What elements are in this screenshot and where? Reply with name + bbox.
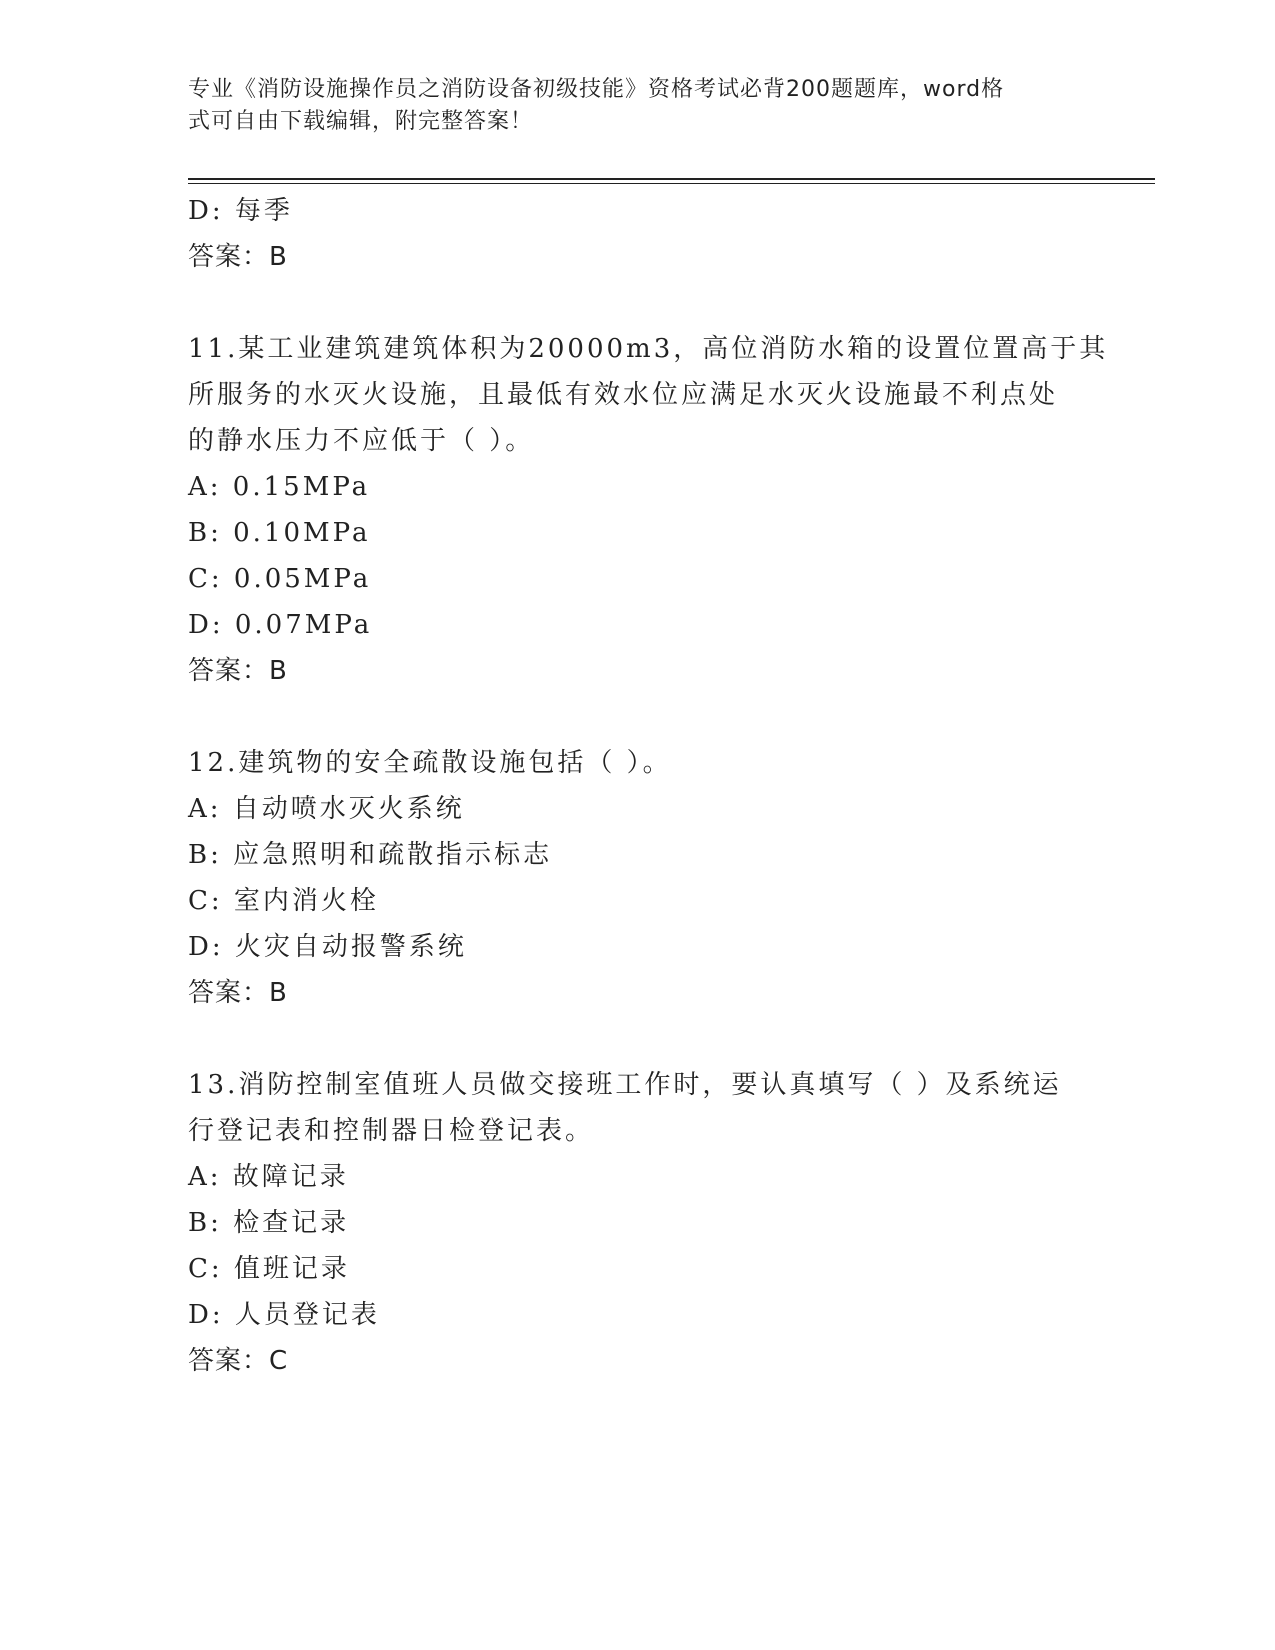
option-c: C: 0.05MPa <box>188 564 372 594</box>
option-b: B: 检查记录 <box>188 1208 350 1238</box>
option-b: B: 应急照明和疏散指示标志 <box>188 840 553 870</box>
question-12 <box>188 740 1088 1016</box>
question-stem-line: 11.某工业建筑建筑体积为20000m3，高位消防水箱的设置位置高于其 <box>188 334 1109 364</box>
option-d: D: 0.07MPa <box>188 610 373 640</box>
answer-line: 答案：B <box>188 978 288 1008</box>
answer-line: 答案：B <box>188 656 288 686</box>
spacer <box>188 280 1088 326</box>
option-d: D: 人员登记表 <box>188 1300 380 1330</box>
question-stem-line: 12.建筑物的安全疏散设施包括（ ）。 <box>188 748 672 778</box>
option-a: A: 0.15MPa <box>188 472 371 502</box>
header-divider-thin <box>188 183 1155 184</box>
option-c: C: 室内消火栓 <box>188 886 379 916</box>
option-b: B: 0.10MPa <box>188 518 371 548</box>
header-line-1: 专业《消防设施操作员之消防设备初级技能》资格考试必背200题题库，word格 <box>188 77 1005 102</box>
option-d: D: 每季 <box>188 196 293 226</box>
question-stem-line: 的静水压力不应低于（ ）。 <box>188 426 535 456</box>
option-d: D: 火灾自动报警系统 <box>188 932 467 962</box>
question-stem-line: 13.消防控制室值班人员做交接班工作时，要认真填写（ ）及系统运 <box>188 1070 1062 1100</box>
option-a: A: 故障记录 <box>188 1162 349 1192</box>
question-11 <box>188 326 1109 694</box>
answer-line: 答案：B <box>188 242 288 272</box>
spacer <box>188 1016 1088 1062</box>
prev-question-tail <box>188 188 1088 280</box>
answer-line: 答案：C <box>188 1346 289 1376</box>
question-13 <box>188 1062 1088 1384</box>
option-a: A: 自动喷水灭火系统 <box>188 794 465 824</box>
option-c: C: 值班记录 <box>188 1254 350 1284</box>
header-line-2: 式可自由下载编辑，附完整答案！ <box>188 109 534 134</box>
header-divider-thick <box>188 178 1155 180</box>
question-stem-line: 行登记表和控制器日检登记表。 <box>188 1116 595 1146</box>
document-header <box>188 74 1068 138</box>
spacer <box>188 694 1088 740</box>
question-stem-line: 所服务的水灭火设施，且最低有效水位应满足水灭火设施最不利点处 <box>188 380 1059 410</box>
question-list <box>188 188 1109 1384</box>
